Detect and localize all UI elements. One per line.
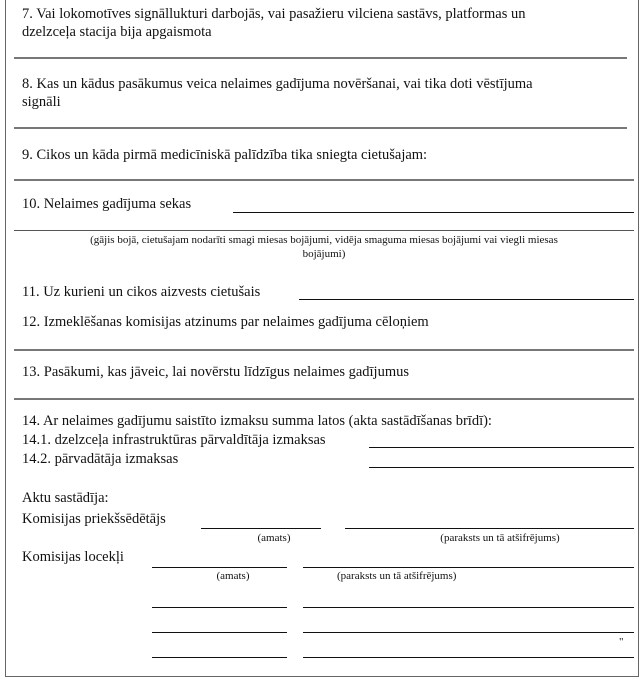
chair-signature-hint: (paraksts un tā atšifrējums) bbox=[440, 532, 560, 544]
question-11: 11. Uz kurieni un cikos aizvests cietušais bbox=[22, 284, 261, 300]
answer-field-14-2[interactable] bbox=[369, 467, 634, 468]
answer-line-10[interactable] bbox=[14, 230, 634, 231]
member-3-signature-field[interactable] bbox=[303, 632, 634, 633]
member-1-position-field[interactable] bbox=[152, 567, 287, 568]
chair-position-field[interactable] bbox=[201, 528, 321, 529]
form-frame bbox=[5, 0, 639, 677]
chair-label: Komisijas priekšsēdētājs bbox=[22, 511, 166, 527]
chair-signature-field[interactable] bbox=[345, 528, 634, 529]
answer-line-7[interactable] bbox=[14, 57, 627, 59]
question-13: 13. Pasākumi, kas jāveic, lai novērstu līdzīgus nelaimes gadījumus bbox=[22, 364, 409, 380]
answer-field-14-1[interactable] bbox=[369, 447, 634, 448]
question-10-note-cont: bojājumi) bbox=[302, 248, 346, 260]
answer-line-9[interactable] bbox=[14, 179, 634, 181]
answer-line-12[interactable] bbox=[14, 349, 634, 351]
members-label: Komisijas locekļi bbox=[22, 549, 124, 565]
compiled-by-label: Aktu sastādīja: bbox=[22, 490, 109, 506]
member-2-signature-field[interactable] bbox=[303, 607, 634, 608]
question-7: 7. Vai lokomotīves signāllukturi darbojās, vai pasažieru vilciena sastāvs, platformas un bbox=[22, 6, 526, 22]
member-2-position-field[interactable] bbox=[152, 607, 287, 608]
member-signature-hint: (paraksts un tā atšifrējums) bbox=[337, 570, 457, 582]
question-9: 9. Cikos un kāda pirmā medicīniskā palīdzība tika sniegta cietušajam: bbox=[22, 147, 428, 163]
member-4-signature-field[interactable] bbox=[303, 657, 634, 658]
member-position-hint: (amats) bbox=[216, 570, 250, 582]
question-10-note: (gājis bojā, cietušajam nodarīti smagi miesas bojājumi, vidēja smaguma miesas bojājumi vai viegli miesas bbox=[90, 234, 558, 246]
question-10: 10. Nelaimes gadījuma sekas bbox=[22, 196, 192, 212]
question-7-cont: dzelzceļa stacija bija apgaismota bbox=[22, 24, 212, 40]
answer-line-8[interactable] bbox=[14, 127, 627, 129]
chair-position-hint: (amats) bbox=[257, 532, 291, 544]
member-3-position-field[interactable] bbox=[152, 632, 287, 633]
question-14-1: 14.1. dzelzceļa infrastruktūras pārvaldītāja izmaksas bbox=[22, 432, 326, 448]
answer-field-11[interactable] bbox=[299, 299, 634, 300]
quote-mark: " bbox=[619, 636, 624, 648]
question-8-cont: signāli bbox=[22, 94, 61, 110]
question-8: 8. Kas un kādus pasākumus veica nelaimes gadījuma novēršanai, vai tika doti vēstījuma bbox=[22, 76, 533, 92]
question-14-2: 14.2. pārvadātāja izmaksas bbox=[22, 451, 179, 467]
answer-line-13[interactable] bbox=[14, 398, 634, 400]
answer-field-10[interactable] bbox=[233, 212, 634, 213]
question-14: 14. Ar nelaimes gadījumu saistīto izmaksu summa latos (akta sastādīšanas brīdī): bbox=[22, 413, 492, 429]
question-12: 12. Izmeklēšanas komisijas atzinums par nelaimes gadījuma cēloņiem bbox=[22, 314, 429, 330]
member-1-signature-field[interactable] bbox=[303, 567, 634, 568]
member-4-position-field[interactable] bbox=[152, 657, 287, 658]
